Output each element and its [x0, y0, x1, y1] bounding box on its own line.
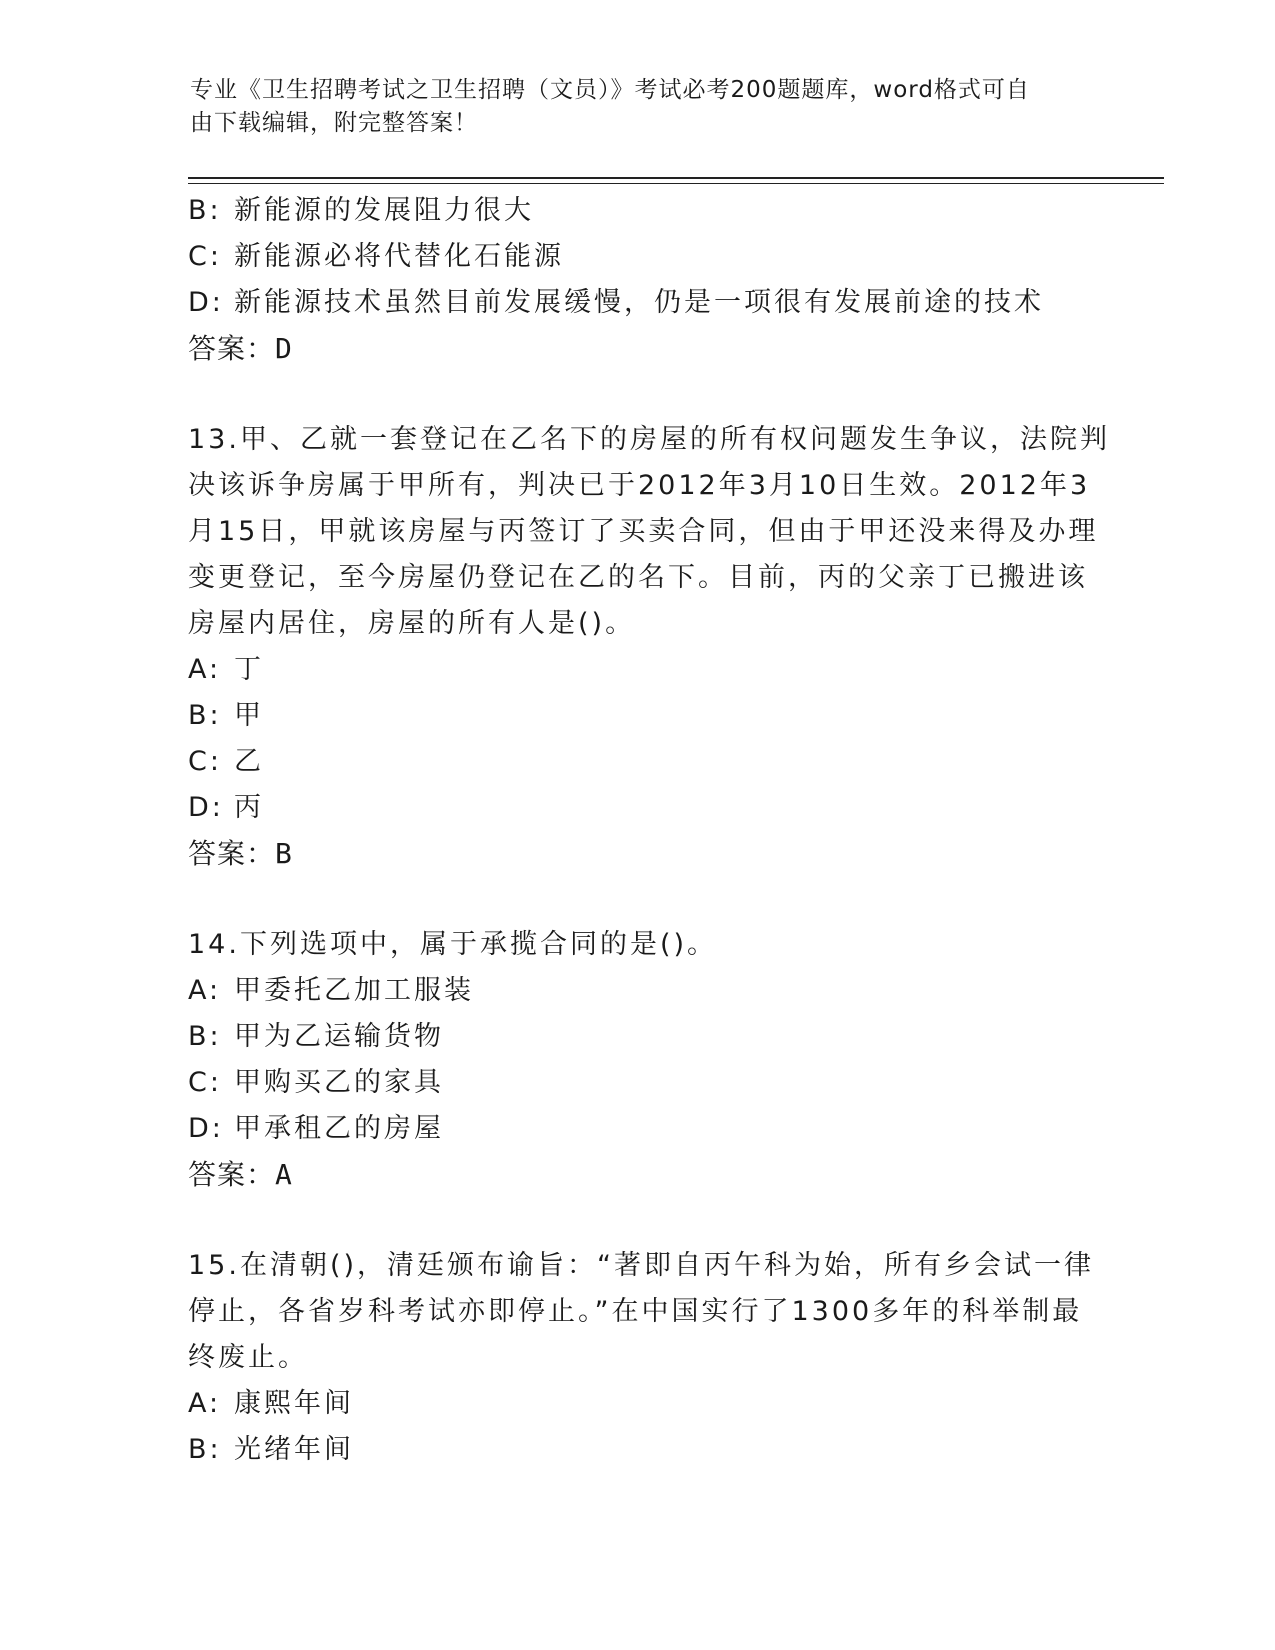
option-text: 甲购买乙的家具 — [234, 1067, 444, 1098]
option-c — [188, 234, 1088, 280]
option-text: 新能源技术虽然目前发展缓慢，仍是一项很有发展前途的技术 — [234, 287, 1044, 318]
stem-line: 变更登记，至今房屋仍登记在乙的名下。目前，丙的父亲丁已搬进该 — [188, 562, 1088, 593]
option-a — [188, 1381, 1088, 1427]
stem-line: 终废止。 — [188, 1342, 308, 1373]
stem-line: 15.在清朝()，清廷颁布谕旨：“著即自丙午科为始，所有乡会试一律 — [188, 1250, 1094, 1281]
option-b — [188, 1014, 1088, 1060]
question-12-continued — [188, 188, 1088, 372]
option-key: C: — [188, 241, 222, 272]
option-text: 丁 — [234, 654, 264, 685]
question-stem — [188, 922, 1088, 968]
option-key: A: — [188, 975, 222, 1006]
stem-line: 13.甲、乙就一套登记在乙名下的房屋的所有权问题发生争议，法院判 — [188, 424, 1110, 455]
answer-label: 答案： — [188, 1158, 276, 1191]
stem-line: 房屋内居住，房屋的所有人是()。 — [188, 608, 636, 639]
option-key: B: — [188, 700, 222, 731]
option-key: B: — [188, 195, 222, 226]
option-text: 康熙年间 — [234, 1388, 354, 1419]
option-text: 甲委托乙加工服装 — [234, 975, 474, 1006]
stem-line: 停止，各省岁科考试亦即停止。”在中国实行了1300多年的科举制最 — [188, 1296, 1083, 1327]
option-b — [188, 188, 1088, 234]
option-key: C: — [188, 1067, 222, 1098]
option-text: 新能源必将代替化石能源 — [234, 241, 564, 272]
spacer — [188, 1198, 1088, 1243]
answer-label: 答案： — [188, 837, 276, 870]
option-c — [188, 739, 1088, 785]
option-text: 甲为乙运输货物 — [234, 1021, 444, 1052]
answer-label: 答案： — [188, 332, 276, 365]
header-line-2: 由下载编辑，附完整答案！ — [190, 110, 478, 136]
question-15 — [188, 1243, 1094, 1473]
option-key: C: — [188, 746, 222, 777]
option-d — [188, 1106, 1088, 1152]
option-d — [188, 280, 1088, 326]
spacer — [188, 877, 1088, 922]
answer-value: B — [275, 837, 293, 870]
stem-line: 14.下列选项中，属于承揽合同的是()。 — [188, 929, 718, 960]
option-key: A: — [188, 654, 222, 685]
option-key: D: — [188, 1113, 224, 1144]
answer-value: D — [275, 332, 293, 365]
question-stem — [188, 1243, 1094, 1381]
option-text: 新能源的发展阻力很大 — [234, 195, 534, 226]
question-14 — [188, 922, 1088, 1198]
header-line-1: 专业《卫生招聘考试之卫生招聘（文员）》考试必考200题题库，word格式可自 — [190, 77, 1030, 103]
option-key: B: — [188, 1021, 222, 1052]
option-b — [188, 693, 1088, 739]
document-body — [188, 188, 1110, 1473]
question-stem — [188, 417, 1110, 647]
option-text: 丙 — [234, 792, 264, 823]
option-key: B: — [188, 1434, 222, 1465]
option-a — [188, 968, 1088, 1014]
option-c — [188, 1060, 1088, 1106]
answer-line — [188, 831, 1088, 877]
header-divider-thin — [188, 183, 1164, 184]
option-d — [188, 785, 1088, 831]
question-13 — [188, 417, 1110, 877]
option-key: D: — [188, 287, 224, 318]
option-key: D: — [188, 792, 224, 823]
option-text: 甲 — [234, 700, 264, 731]
header-divider-thick — [188, 177, 1164, 179]
spacer — [188, 372, 1088, 417]
option-text: 甲承租乙的房屋 — [234, 1113, 444, 1144]
answer-line — [188, 1152, 1088, 1198]
answer-line — [188, 326, 1088, 372]
document-header — [190, 74, 1090, 140]
option-a — [188, 647, 1088, 693]
option-key: A: — [188, 1388, 222, 1419]
option-text: 光绪年间 — [234, 1434, 354, 1465]
answer-value: A — [275, 1158, 293, 1191]
option-text: 乙 — [234, 746, 264, 777]
stem-line: 月15日，甲就该房屋与丙签订了买卖合同，但由于甲还没来得及办理 — [188, 516, 1099, 547]
stem-line: 决该诉争房属于甲所有，判决已于2012年3月10日生效。2012年3 — [188, 470, 1091, 501]
option-b — [188, 1427, 1088, 1473]
